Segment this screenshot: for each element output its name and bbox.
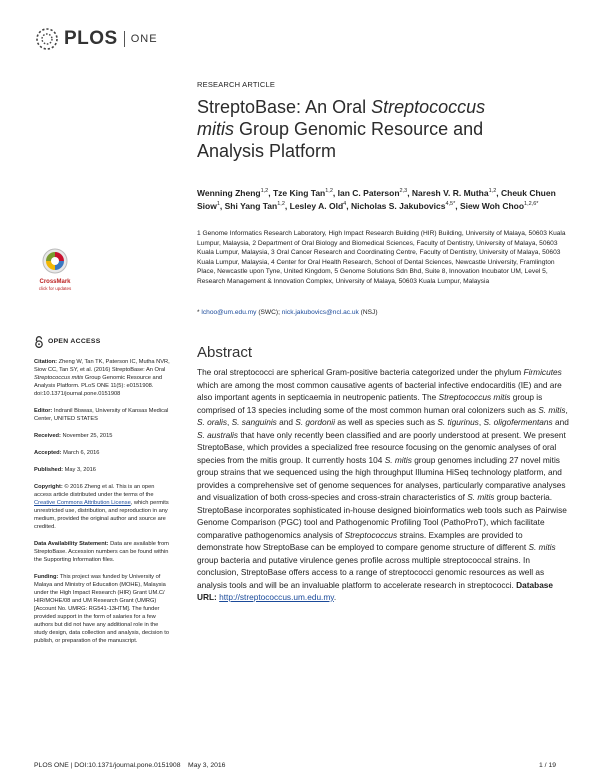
email-link[interactable]: lchoo@um.edu.my xyxy=(201,309,257,316)
database-url-label: Database URL: xyxy=(197,579,554,602)
author[interactable]: Wenning Zheng$^{1,2}$ xyxy=(197,187,269,198)
footer-citation: PLOS ONE | DOI:10.1371/journal.pone.0151908 May 3, 2016 xyxy=(34,762,226,769)
editor: Editor: Indranil Biswas, University of Kansas Medical Center, UNITED STATES xyxy=(34,408,169,422)
data-availability: Data Availability Statement: Data are available from StreptoBase. Accession numbers can be found within the Supporting Information files. xyxy=(34,541,169,563)
author[interactable]: Ian C. Paterson$^{2,3}$ xyxy=(337,187,408,198)
author[interactable]: Shi Yang Tan$^{1,2}$ xyxy=(224,201,285,212)
database-url-link[interactable]: http://streptococcus.um.edu.my xyxy=(219,592,334,602)
title-part2: Group Genomic Resource and Analysis Platform xyxy=(197,119,484,161)
open-access-badge: OPEN ACCESS xyxy=(34,336,172,348)
crossmark-badge[interactable] xyxy=(38,248,72,291)
author[interactable]: Nicholas S. Jakubovics$^{4,5*}$ xyxy=(350,201,456,212)
copyright: Copyright: © 2016 Zheng et al. This is an open access article distributed under the terms of the Creative Commons Attribution License, which permits unrestricted use, distribution, and reproduction in any medium, provided the original author and source are credited. xyxy=(34,484,169,530)
article-metadata xyxy=(34,336,172,654)
journal-brand: PLOS xyxy=(64,28,118,49)
accepted-date: Accepted: March 6, 2016 xyxy=(34,450,100,456)
crossmark-label: CrossMark xyxy=(39,279,71,285)
author[interactable]: Lesley A. Old$^4$ xyxy=(289,201,347,212)
title-part1: StreptoBase: An Oral xyxy=(197,97,372,117)
logo-divider xyxy=(124,31,125,47)
author-list: Wenning Zheng$^{1,2}$, Tze King Tan$^{1,2}$, Ian C. Paterson$^{2,3}$, Naresh V. R. Mutha$^{1,2}$, Cheuk Chuen Siow$^1$, Shi Yang Tan$^{1,2}$, Lesley A. Old$^4$, Nicholas S. Jakubovics$^{4,5*}$, Siew Woh Choo$^{1,2,6*}$ xyxy=(197,187,556,212)
article-title xyxy=(197,96,527,162)
article-type: RESEARCH ARTICLE xyxy=(197,80,276,89)
license-link[interactable]: Creative Commons Attribution License xyxy=(34,500,131,506)
journal-name: ONE xyxy=(130,33,158,45)
email-link[interactable]: nick.jakubovics@ncl.ac.uk xyxy=(281,309,359,316)
page-number: 1 / 19 xyxy=(539,762,557,769)
title-italic: Streptococcus mitis xyxy=(197,97,486,139)
crossmark-sublabel: click for updates xyxy=(38,286,72,291)
author[interactable]: Siew Woh Choo$^{1,2,6*}$ xyxy=(459,201,539,212)
plos-dots-icon xyxy=(34,26,60,52)
correspondence-mark: * xyxy=(197,309,202,316)
citation: Citation: Zheng W, Tan TK, Paterson IC, Mutha NVR, Siow CC, Tan SY, et al. (2016) StreptoBase: An Oral Streptococcus mitis Group Genomic Resource and Analysis Platform. PLoS ONE 11(5): e0151908. doi:10.1371/journal.pone.0151908 xyxy=(34,359,170,397)
funding: Funding: This project was funded by University of Malaya and Ministry of Education (MOHE), Malaysia under the High Impact Research (HIR) Grant UM.C/ HIR/MOHE/08 and UM Research Grant (UMRG) [Account No. UMRG: RG541-13HTM]. The funder provided support in the form of salaries for a few authors but did not have any additional role in the study design, data collection and analysis, decision to publish, or preparation of the manuscript. xyxy=(34,574,170,644)
abstract-body: The oral streptococci are spherical Gram-positive bacteria categorized under the phylum Firmicutes which are among the most common causative agents of bacterial infective endocarditis (IE) and are also important agents in septicaemia in neutropenic patients. The Streptococcus mitis group is comprised of 13 species including some of the most common human oral colonizers such as S. mitis, S. oralis, S. sanguinis and S. gordonii as well as species such as S. tigurinus, S. oligofermentans and S. australis that have only recently been classified and are poorly understood at present. We present StreptoBase, which provides a specialized free resource focusing on the genomic analyses of oral species from the mitis group. It currently hosts 104 S. mitis group genomes including 27 novel mitis group strains that we sequenced using the high throughput Illumina HiSeq technology platform, and provides a comprehensive set of genome sequences for analyses, particularly comparative analyses and visualization of both cross-species and cross-strain characteristics of S. mitis group bacteria. StreptoBase incorporates sophisticated in-house designed bioinformatics web tools such as Pairwise Genome Comparison (PGC) tool and Pathogenomic Profiling Tool (PathoProT), which facilitate comparative pathogenomics analysis of Streptococcus strains. Examples are provided to demonstrate how StreptoBase can be employed to compare genome structure of different S. mitis group bacteria and putative virulence genes profile across multiple streptococcal strains. In conclusion, StreptoBase offers access to a range of streptococci genomic resources as well as analysis tools and will be an invaluable platform to accelerate research in streptococci. Database URL: http://streptococcus.um.edu.my. xyxy=(197,367,569,602)
published-date: Published: May 3, 2016 xyxy=(34,467,96,473)
crossmark-icon xyxy=(42,248,68,274)
journal-logo xyxy=(34,26,158,52)
author[interactable]: Naresh V. R. Mutha$^{1,2}$ xyxy=(411,187,497,198)
received-date: Received: November 25, 2015 xyxy=(34,433,113,439)
abstract-heading: Abstract xyxy=(197,344,253,361)
affiliations: 1 Genome Informatics Research Laboratory, High Impact Research Building (HIR) Building, University of Malaya, 50603 Kuala Lumpur, Malaysia, 2 Department of Oral Biology and Biomedical Sciences, Faculty of Dentistry, University of Malaya, 50603 Kuala Lumpur, Malaysia, 3 Oral Cancer Research and Coordinating Centre, Faculty of Dentistry, University of Malaya, 50603 Kuala Lumpur, Malaysia, 4 Center for Oral Health Research, School of Dental Sciences, Newcastle University, Framlington Place, Newcastle upon Tyne, United Kingdom, 5 Genome Solutions Sdn Bhd, Suite 8, Innovation Incubator UM, Level 5, Research Management & Innovation Complex, University of Malaya, 50603 Kuala Lumpur, Malaysia xyxy=(197,230,566,285)
correspondence: * lchoo@um.edu.my (SWC); nick.jakubovics@ncl.ac.uk (NSJ) xyxy=(197,309,378,316)
open-lock-icon xyxy=(34,336,44,348)
author[interactable]: Cheuk Chuen Siow$^1$ xyxy=(197,187,556,212)
author[interactable]: Tze King Tan$^{1,2}$ xyxy=(272,187,333,198)
